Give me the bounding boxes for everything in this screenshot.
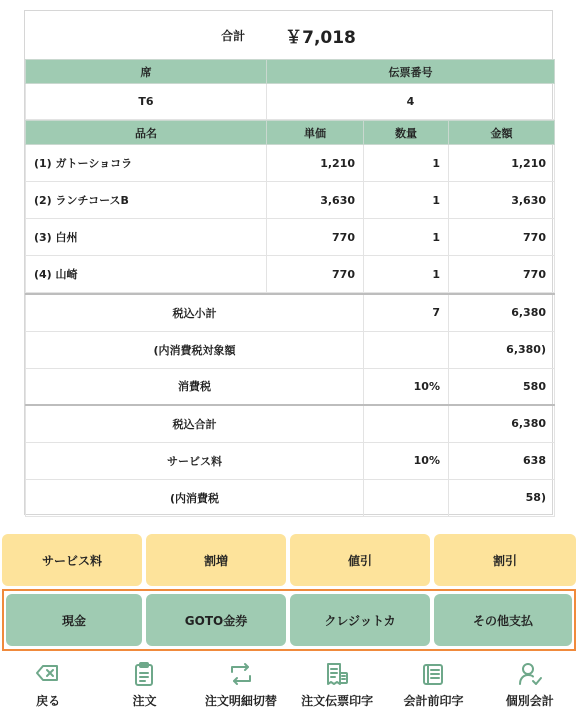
summary-mid: 10% xyxy=(364,368,449,405)
items-table xyxy=(25,120,555,293)
summary-value: 580 xyxy=(449,368,555,405)
item-amount: 770 xyxy=(449,256,555,293)
item-amount: 1,210 xyxy=(449,145,555,182)
other-payment-button[interactable]: その他支払 xyxy=(434,594,572,646)
unit-price-header: 単価 xyxy=(267,121,364,145)
nav-pre-payment-print-label: 会計前印字 xyxy=(403,694,464,708)
nav-split-payment[interactable] xyxy=(482,657,578,719)
summary-value: 6,380) xyxy=(449,331,555,368)
summary-value: 6,380 xyxy=(449,294,555,331)
clipboard-icon xyxy=(131,661,157,687)
total-label: 合計 xyxy=(221,28,246,43)
nav-order-detail-toggle[interactable] xyxy=(193,657,289,719)
backspace-icon xyxy=(35,661,61,687)
nav-order[interactable] xyxy=(96,657,192,719)
cash-button[interactable]: 現金 xyxy=(6,594,142,646)
receipt-print-icon xyxy=(324,661,350,687)
item-name: (1) ガトーショコラ xyxy=(26,145,267,182)
item-price: 3,630 xyxy=(267,182,364,219)
swap-icon xyxy=(228,661,254,687)
summary-row xyxy=(26,294,555,331)
amount-header: 金額 xyxy=(449,121,555,145)
table-row[interactable] xyxy=(26,256,555,293)
seat-header: 席 xyxy=(26,60,267,84)
summary-value: 58) xyxy=(449,479,555,516)
item-name: (4) 山崎 xyxy=(26,256,267,293)
summary-row xyxy=(26,479,555,516)
slip-number-value: 4 xyxy=(267,84,555,120)
item-amount: 3,630 xyxy=(449,182,555,219)
surcharge-button[interactable]: 割増 xyxy=(146,534,286,586)
summary-label: 税込小計 xyxy=(26,294,364,331)
nav-split-payment-label: 個別会計 xyxy=(505,694,554,708)
bottom-navigation xyxy=(0,657,578,719)
receipt-panel xyxy=(24,10,553,515)
nav-back-label: 戻る xyxy=(36,694,61,708)
nav-pre-payment-print[interactable] xyxy=(385,657,481,719)
nav-back[interactable] xyxy=(0,657,96,719)
slip-number-header: 伝票番号 xyxy=(267,60,555,84)
nav-order-label: 注文 xyxy=(132,694,157,708)
summary-label: (内消費税対象額 xyxy=(26,331,364,368)
summary-label: (内消費税 xyxy=(26,479,364,516)
total-amount: ￥7,018 xyxy=(285,27,356,48)
item-name-header: 品名 xyxy=(26,121,267,145)
item-name: (2) ランチコースB xyxy=(26,182,267,219)
summary-row xyxy=(26,331,555,368)
summary-value: 638 xyxy=(449,442,555,479)
table-row[interactable] xyxy=(26,182,555,219)
table-row[interactable] xyxy=(26,219,555,256)
summary-mid: 7 xyxy=(364,294,449,331)
total-row xyxy=(25,11,552,59)
item-qty: 1 xyxy=(364,145,449,182)
item-name: (3) 白州 xyxy=(26,219,267,256)
goto-voucher-button[interactable]: GOTO金券 xyxy=(146,594,286,646)
seat-value: T6 xyxy=(26,84,267,120)
summary-mid xyxy=(364,331,449,368)
service-charge-button[interactable]: サービス料 xyxy=(2,534,142,586)
summary-label: 消費税 xyxy=(26,368,364,405)
credit-card-button[interactable]: クレジットカ xyxy=(290,594,430,646)
summary-row xyxy=(26,405,555,442)
summary-mid: 10% xyxy=(364,442,449,479)
quantity-header: 数量 xyxy=(364,121,449,145)
item-amount: 770 xyxy=(449,219,555,256)
summary-mid xyxy=(364,405,449,442)
summary-label: 税込合計 xyxy=(26,405,364,442)
ledger-icon xyxy=(420,661,446,687)
summary-row xyxy=(26,368,555,405)
summary-mid xyxy=(364,479,449,516)
price-discount-button[interactable]: 値引 xyxy=(290,534,430,586)
nav-order-slip-print-label: 注文伝票印字 xyxy=(301,694,374,708)
user-check-icon xyxy=(517,661,543,687)
nav-order-detail-toggle-label: 注文明細切替 xyxy=(204,694,277,708)
item-qty: 1 xyxy=(364,182,449,219)
item-price: 770 xyxy=(267,219,364,256)
summary-row xyxy=(26,442,555,479)
summary-label: サービス料 xyxy=(26,442,364,479)
percent-discount-button[interactable]: 割引 xyxy=(434,534,576,586)
item-qty: 1 xyxy=(364,256,449,293)
item-price: 770 xyxy=(267,256,364,293)
table-row[interactable] xyxy=(26,145,555,182)
summary-table xyxy=(25,293,555,517)
item-price: 1,210 xyxy=(267,145,364,182)
info-table xyxy=(25,59,555,120)
summary-value: 6,380 xyxy=(449,405,555,442)
item-qty: 1 xyxy=(364,219,449,256)
nav-order-slip-print[interactable] xyxy=(289,657,385,719)
